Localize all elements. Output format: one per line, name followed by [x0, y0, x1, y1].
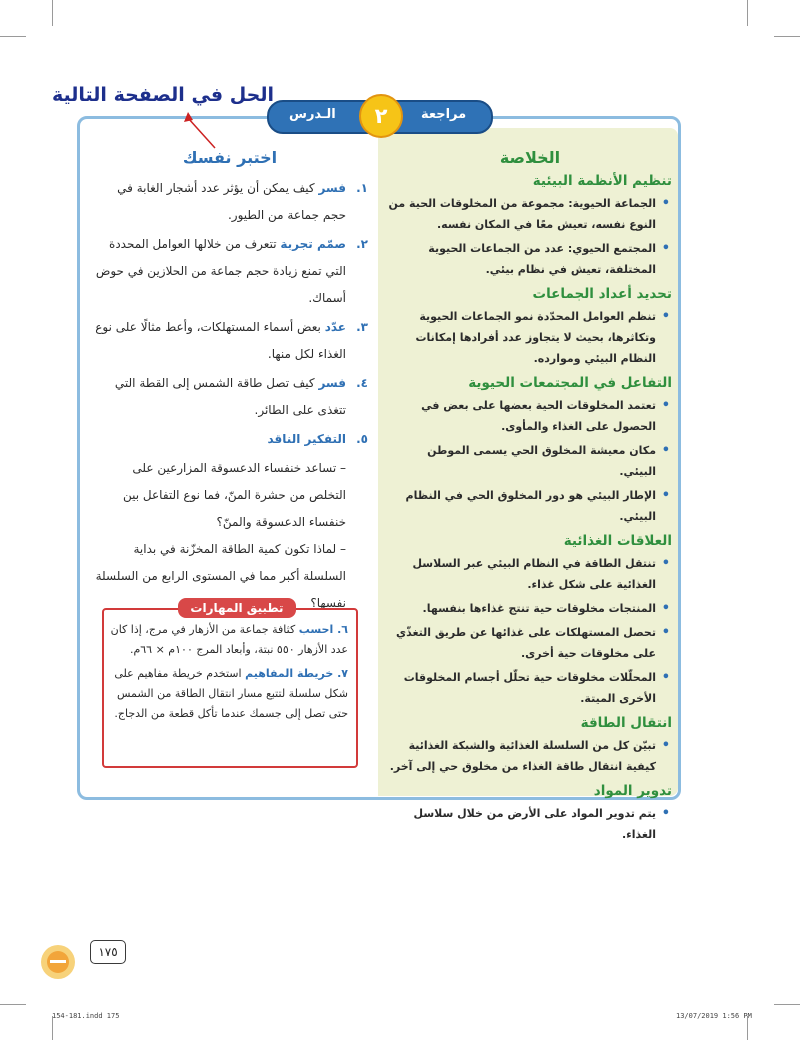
skill-item [108, 620, 348, 660]
summary-bullet-text: تنتقل الطاقة في النظام البيئي عبر السلاسل الغذائية على شكل غذاء. [412, 557, 656, 591]
publisher-logo-icon [40, 944, 76, 980]
summary-bullet [388, 667, 672, 709]
summary-bullet-text: تعتمد المخلوقات الحية بعضها على بعض في الحصول على الغذاء والمأوى. [421, 399, 656, 433]
question-number: ١. [356, 181, 368, 195]
question-keyword: صمّم تجربة [280, 237, 346, 251]
question-number: ٥. [356, 432, 368, 446]
banner-lesson-label: الـدرس [289, 107, 336, 122]
bullet-dot-icon: • [661, 443, 670, 458]
summary-bullet [388, 735, 672, 777]
critical-thinking-list [92, 455, 368, 617]
skill-item [108, 664, 348, 724]
handwritten-annotation: الحل في الصفحة التالية [52, 84, 275, 106]
question-text: بعض أسماء المستهلكات، وأعط مثالًا على نوع الغذاء لكل منها. [95, 320, 346, 361]
question-text: كيف تصل طاقة الشمس إلى القطة التي تتغذى على الطائر. [114, 376, 346, 417]
critical-thinking-question: – لماذا تكون كمية الطاقة المخزّنة في بداية السلسلة أكبر مما في المستوى الرابع من السلسلة نفسها؟ [95, 542, 346, 610]
summary-bullet [388, 238, 672, 280]
summary-bullet [388, 622, 672, 664]
question-number: ٢. [356, 237, 368, 251]
bullet-dot-icon: • [661, 670, 670, 685]
summary-section-heading: تحديد أعداد الجماعات [532, 286, 672, 302]
footer-file-info: 154-181.indd 175 [52, 1012, 120, 1020]
bullet-dot-icon: • [661, 196, 670, 211]
apply-skills-tag: تطبيق المهارات [178, 598, 296, 618]
summary-section-heading: انتقال الطاقة [580, 715, 672, 731]
critical-thinking-question: – تساعد خنفساء الدعسوقة المزارعين على التخلص من حشرة المنّ، فما نوع التفاعل بين خنفساء الدعسوقة والمنّ؟ [123, 461, 346, 529]
summary-section-heading: تدوير المواد [593, 783, 672, 799]
summary-bullet [388, 485, 672, 527]
selftest-column [92, 148, 368, 617]
summary-bullet-text: مكان معيشة المخلوق الحي يسمى الموطن البيئي. [427, 444, 656, 478]
bullet-dot-icon: • [661, 241, 670, 256]
bullet-dot-icon: • [661, 601, 670, 616]
summary-bullet-text: تبيّن كل من السلسلة الغذائية والشبكة الغذائية كيفية انتقال طاقة الغذاء من مخلوق حي إلى آخر. [389, 739, 656, 773]
question-item [92, 231, 368, 312]
bullet-dot-icon: • [661, 625, 670, 640]
skill-text: كثافة جماعة من الأزهار في مرج، إذا كان عدد الأزهار ٥٥٠ نبتة، وأبعاد المرج ١٠٠م × ٦٦م. [110, 623, 348, 656]
summary-bullet-text: المنتجات مخلوقات حية تنتج غذاءها بنفسها. [422, 602, 656, 615]
bullet-dot-icon: • [661, 309, 670, 324]
summary-bullet [388, 306, 672, 369]
summary-bullet-text: تنظم العوامل المحدّدة نمو الجماعات الحيوية وتكاثرها، بحيث لا يتجاوز عدد أفرادها إمكانات النظام البيئي وموارده. [415, 310, 656, 365]
apply-skills-items [108, 620, 348, 728]
question-keyword: فسر [318, 181, 346, 195]
summary-title: الخلاصة [499, 148, 561, 167]
banner-review-label: مراجعة [421, 107, 467, 122]
skill-number: ٦. [333, 623, 348, 636]
question-item [92, 426, 368, 453]
summary-section-heading: تنظيم الأنظمة البيئية [532, 173, 672, 189]
summary-bullet-text: المجتمع الحيوي: عدد من الجماعات الحيوية المختلفة، تعيش في نظام بيئي. [428, 242, 656, 276]
footer-timestamp: 13/07/2019 1:56 PM [676, 1012, 752, 1020]
question-number: ٣. [356, 320, 368, 334]
skill-text: استخدم خريطة مفاهيم على شكل سلسلة لتتبع مسار انتقال الطاقة من الشمس حتى تصل إلى جسمك عندما تأكل قطعة من الدجاج. [114, 667, 348, 720]
page-number: ١٧٥ [90, 940, 126, 964]
bullet-dot-icon: • [661, 398, 670, 413]
crop-mark [0, 1004, 26, 1005]
summary-bullet-text: تحصل المستهلكات على غذائها عن طريق التغذّي على مخلوقات حية أخرى. [396, 626, 656, 660]
summary-bullet [388, 553, 672, 595]
summary-bullet-text: الإطار البيئي هو دور المخلوق الحي في النظام البيئي. [405, 489, 656, 523]
question-item [92, 175, 368, 229]
bullet-dot-icon: • [661, 806, 670, 821]
question-text: تتعرف من خلالها العوامل المحددة التي تمنع زيادة حجم جماعة من الحلازين في حوض أسماك. [95, 237, 346, 305]
question-number: ٤. [356, 376, 368, 390]
summary-bullet [388, 598, 672, 619]
skill-number: ٧. [333, 667, 348, 680]
question-item [92, 314, 368, 368]
lesson-number-badge: ٢ [359, 94, 403, 138]
summary-bullet [388, 395, 672, 437]
question-list [92, 175, 368, 453]
summary-sections [388, 173, 672, 845]
question-item [92, 370, 368, 424]
question-keyword: التفكير الناقد [267, 432, 346, 446]
summary-bullet-text: المحلّلات مخلوقات حية تحلّل أجسام المخلوقات الأخرى الميتة. [403, 671, 656, 705]
summary-bullet-text: يتم تدوير المواد على الأرض من خلال سلاسل الغذاء. [413, 807, 656, 841]
summary-column [388, 148, 672, 848]
bullet-dot-icon: • [661, 738, 670, 753]
crop-mark [774, 1004, 800, 1005]
bullet-dot-icon: • [661, 556, 670, 571]
question-keyword: فسر [318, 376, 346, 390]
skill-keyword: احسب [298, 623, 334, 636]
question-keyword: عدّد [324, 320, 346, 334]
summary-bullet-text: الجماعة الحيوية: مجموعة من المخلوقات الحية من النوع نفسه، تعيش معًا في المكان نفسه. [388, 197, 656, 231]
summary-section-heading: التفاعل في المجتمعات الحيوية [468, 375, 672, 391]
summary-bullet [388, 440, 672, 482]
question-text: كيف يمكن أن يؤثر عدد أشجار الغابة في حجم جماعة من الطيور. [117, 181, 346, 222]
summary-bullet [388, 803, 672, 845]
summary-bullet [388, 193, 672, 235]
selftest-title: اختبر نفسك [182, 148, 278, 167]
skill-keyword: خريطة المفاهيم [245, 667, 334, 680]
bullet-dot-icon: • [661, 488, 670, 503]
summary-section-heading: العلاقات الغذائية [563, 533, 672, 549]
